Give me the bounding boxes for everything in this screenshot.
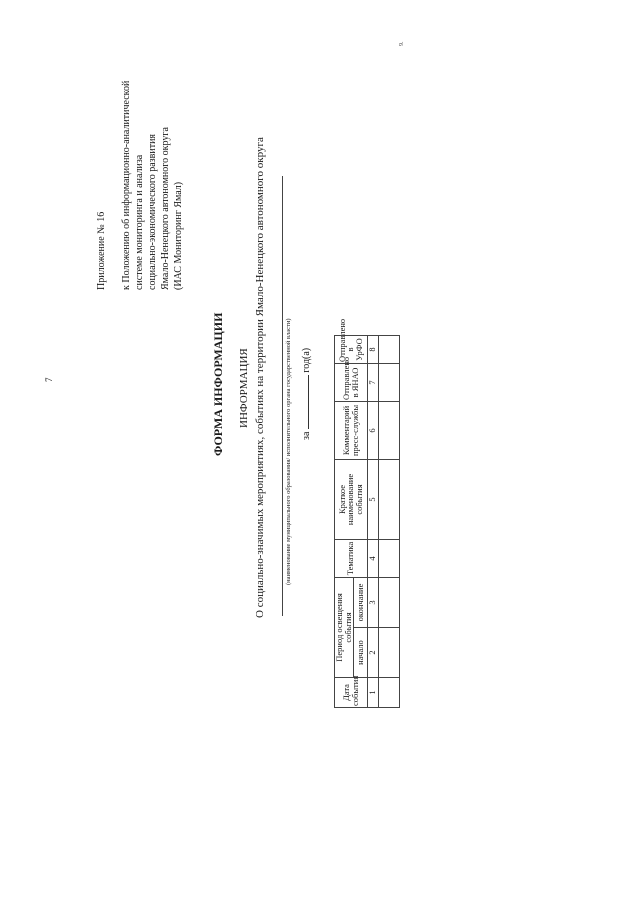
header-topic: Тематика	[335, 539, 368, 577]
header-date: Дата события	[335, 678, 368, 708]
org-caption: (наименование муниципального образования/ исполнительного органа государственной власти)	[285, 318, 292, 585]
empty-cell	[378, 628, 399, 678]
appendix-title: Приложение № 16	[96, 211, 107, 290]
header-period: Период освещения события	[335, 577, 354, 677]
empty-cell	[378, 335, 399, 363]
appendix-line-3: социально-экономического развития	[147, 133, 158, 290]
header-comment: Комментарий пресс-службы	[335, 401, 368, 459]
header-start: начало	[353, 628, 367, 678]
subtitle: О социально-значимых мероприятиях, событиях на территории Ямало-Ненецкого автономного округа	[254, 137, 266, 618]
header-name: Краткое наименование события	[335, 459, 368, 539]
empty-cell	[378, 401, 399, 459]
header-sent-yanao: Отправлено в ЯНАО	[335, 363, 368, 401]
column-number: 6	[367, 401, 378, 459]
org-name-line	[282, 176, 283, 616]
form-title: ФОРМА ИНФОРМАЦИИ	[211, 312, 225, 456]
info-title: ИНФОРМАЦИЯ	[238, 348, 250, 428]
column-number: 8	[367, 335, 378, 363]
year-blank	[299, 375, 309, 429]
appendix-line-4: Ямало-Ненецкого автономного округа	[160, 127, 171, 290]
period-suffix: год(а)	[301, 347, 312, 373]
appendix-line-1: к Положению об информационно-аналитической	[121, 80, 132, 290]
header-sent-urfo: Отправлено в УрФО	[335, 335, 368, 363]
column-number: 7	[367, 363, 378, 401]
appendix-line-5: (ИАС Мониторинг Ямал)	[173, 181, 184, 290]
column-number: 3	[367, 577, 378, 627]
empty-cell	[378, 363, 399, 401]
page-number: 7	[44, 377, 54, 382]
corner-mark: 9.	[399, 41, 405, 46]
column-number: 4	[367, 539, 378, 577]
column-number: 5	[367, 459, 378, 539]
column-number: 2	[367, 628, 378, 678]
empty-cell	[378, 678, 399, 708]
appendix-line-2: системе мониторинга и анализа	[134, 154, 145, 290]
header-end: окончание	[353, 577, 367, 627]
period-line	[299, 348, 312, 440]
empty-cell	[378, 577, 399, 627]
empty-cell	[378, 539, 399, 577]
empty-cell	[378, 459, 399, 539]
period-prefix: за	[301, 431, 312, 440]
column-number: 1	[367, 678, 378, 708]
information-table	[334, 318, 393, 708]
